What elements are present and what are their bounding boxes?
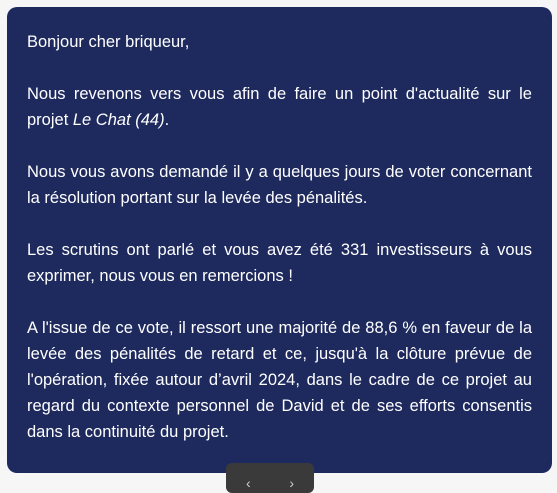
carousel-pager[interactable] [226, 463, 314, 493]
message-card [7, 7, 552, 473]
project-name: Le Chat (44) [72, 111, 165, 129]
paragraph-vote-participation: Les scrutins ont parlé et vous avez été 331 investisseurs à vous exprimer, nous vous en remercions ! [27, 241, 532, 285]
paragraph-project-update [27, 81, 532, 133]
chevron-left-icon[interactable]: ‹ [246, 475, 251, 491]
paragraph-project-update-text: Nous revenons vers vous afin de faire un point d'actualité sur le projet [27, 85, 532, 129]
paragraph-vote-request: Nous vous avons demandé il y a quelques jours de voter concernant la résolution portant sur la levée des pénalités. [27, 163, 532, 207]
paragraph-project-update-end: . [164, 111, 170, 129]
chevron-right-icon[interactable]: › [289, 475, 294, 491]
greeting-text: Bonjour cher briqueur, [27, 33, 190, 51]
paragraph-vote-result: A l'issue de ce vote, il ressort une majorité de 88,6 % en faveur de la levée des pénalités de retard et ce, jusqu'à la clôture prévue de l'opération, fixée autour d’avril 2024, dans le cadre de ce projet au regard du contexte personnel de David et de ses efforts consentis dans la continuité du projet. [27, 319, 532, 441]
